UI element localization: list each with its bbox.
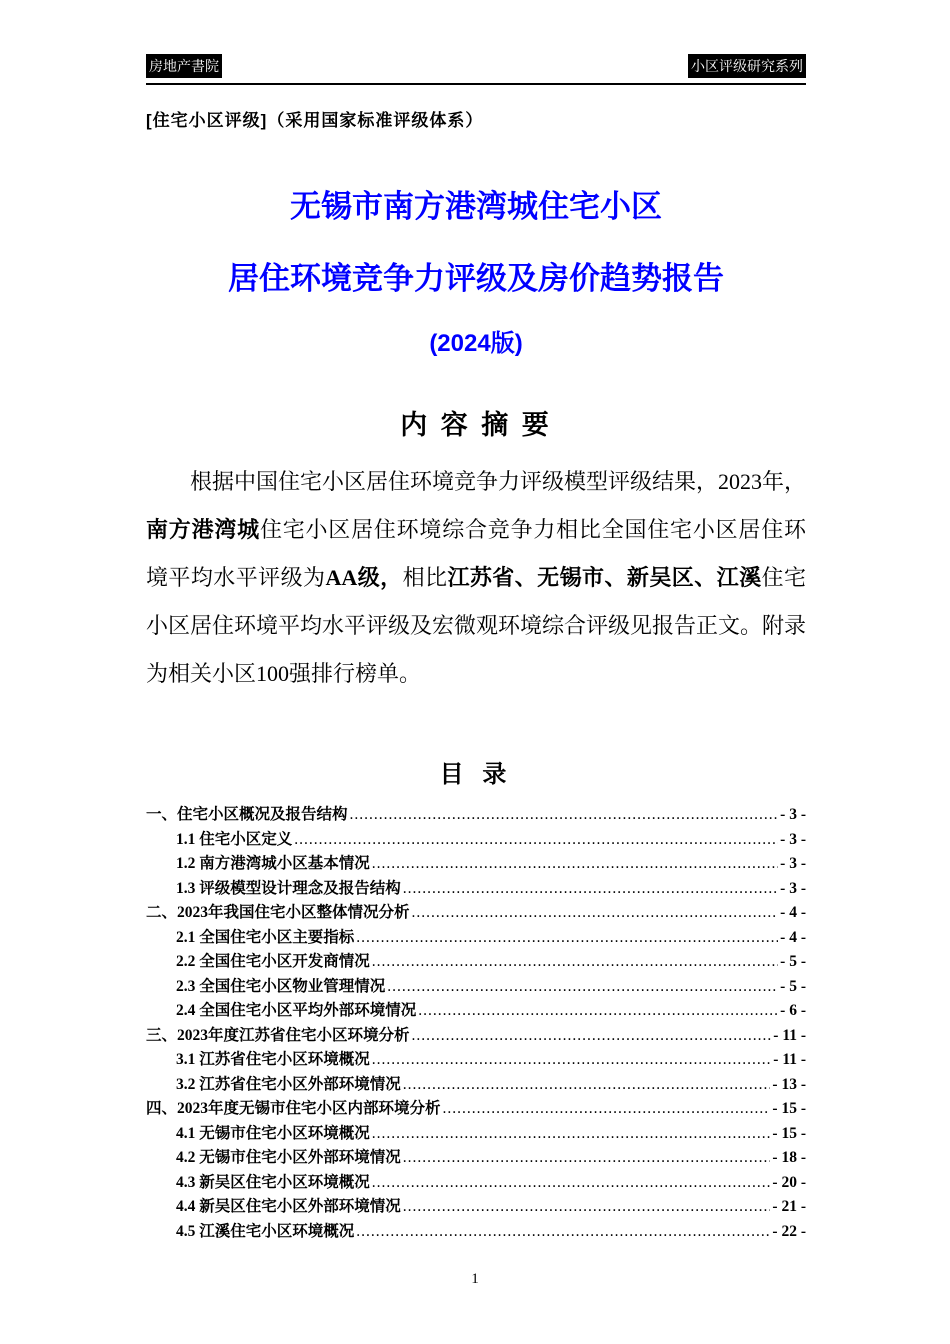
toc-item-label: 2.4 全国住宅小区平均外部环境情况 [176, 1002, 417, 1019]
toc-leader-dots [372, 1122, 771, 1147]
toc-item-label: 4.1 无锡市住宅小区环境概况 [176, 1124, 370, 1142]
toc-item-label: 三、2023年度江苏省住宅小区环境分析 [146, 1026, 410, 1044]
abstract-heading: 内 容 摘 要 [400, 410, 552, 440]
toc-item-page: - 18 - [772, 1149, 806, 1166]
toc-leader-dots [443, 1097, 771, 1122]
toc-item-page: - 15 - [772, 1124, 806, 1142]
toc-leader-dots [356, 1220, 770, 1245]
toc-list [146, 803, 806, 1244]
toc-item-page: - 21 - [772, 1198, 806, 1215]
toc-item-page: - 3 - [780, 806, 806, 823]
toc-item-page: - 3 - [780, 855, 806, 872]
toc-item-label: 四、2023年度无锡市住宅小区内部环境分析 [146, 1100, 441, 1117]
toc-item-page: - 6 - [780, 1002, 806, 1019]
toc-item-label: 1.2 南方港湾城小区基本情况 [176, 855, 370, 872]
toc-item[interactable] [146, 877, 806, 902]
toc-item-label: 4.3 新吴区住宅小区环境概况 [176, 1173, 370, 1191]
header-left-label: 房地产書院 [146, 54, 222, 78]
header-right-label: 小区评级研究系列 [688, 54, 806, 78]
toc-item-label: 2.2 全国住宅小区开发商情况 [176, 953, 370, 970]
toc-leader-dots [350, 803, 779, 828]
toc-item-page: - 4 - [780, 904, 806, 921]
toc-leader-dots [294, 828, 778, 853]
toc-item-label: 4.4 新吴区住宅小区外部环境情况 [176, 1198, 401, 1215]
toc-leader-dots [387, 975, 778, 1000]
report-title-line2: 居住环境竞争力评级及房价趋势报告 [228, 261, 724, 296]
toc-item-label: 4.5 江溪住宅小区环境概况 [176, 1222, 355, 1240]
toc-leader-dots [403, 1073, 771, 1098]
abstract-bold-text: 南方港湾城 [146, 517, 260, 542]
abstract-text: 住宅小区居住环境综合竞争力相比全国住宅小区居住环境平均水平评级为 [146, 517, 806, 590]
toc-item-page: - 3 - [780, 879, 806, 897]
toc-leader-dots [372, 950, 778, 975]
toc-heading: 目 录 [439, 761, 513, 788]
toc-leader-dots [372, 852, 778, 877]
toc-item-label: 3.1 江苏省住宅小区环境概况 [176, 1051, 370, 1068]
abstract-text: 根据中国住宅小区居住环境竞争力评级模型评级结果，2023年， [190, 469, 807, 494]
abstract-bold-text: 江苏省、无锡市、新吴区、江溪 [447, 565, 762, 590]
toc-item-page: - 4 - [780, 928, 806, 946]
toc-item-label: 1.3 评级模型设计理念及报告结构 [176, 879, 401, 897]
toc-item[interactable] [146, 975, 806, 1000]
toc-item[interactable] [146, 901, 806, 926]
toc-item-page: - 11 - [773, 1051, 806, 1068]
toc-item-page: - 13 - [772, 1075, 806, 1093]
toc-item-label: 二、2023年我国住宅小区整体情况分析 [146, 904, 410, 921]
abstract-text: 相比 [402, 565, 448, 590]
abstract-text: 住宅小区居住环境平均水平评级及宏微观环境综合评级见报告正文。附录为相关小区100强排行榜单。 [146, 565, 807, 686]
toc-leader-dots [418, 999, 778, 1024]
toc-leader-dots [372, 1048, 772, 1073]
page-header [146, 54, 806, 85]
toc-item-label: 1.1 住宅小区定义 [176, 830, 293, 848]
report-title-line1: 无锡市南方港湾城住宅小区 [290, 189, 662, 224]
toc-item-label: 2.3 全国住宅小区物业管理情况 [176, 977, 386, 995]
abstract-paragraph [146, 458, 806, 698]
toc-item[interactable] [146, 828, 806, 853]
toc-item-label: 2.1 全国住宅小区主要指标 [176, 928, 355, 946]
toc-item[interactable] [146, 803, 806, 828]
toc-item[interactable] [146, 999, 806, 1024]
toc-item[interactable] [146, 1122, 806, 1147]
toc-item[interactable] [146, 1097, 806, 1122]
toc-item-label: 4.2 无锡市住宅小区外部环境情况 [176, 1149, 401, 1166]
toc-item-label: 一、住宅小区概况及报告结构 [146, 806, 348, 823]
page-number: 1 [471, 1271, 479, 1287]
toc-item-page: - 3 - [780, 830, 806, 848]
abstract-bold-text: AA级， [325, 565, 403, 590]
toc-item[interactable] [146, 950, 806, 975]
toc-leader-dots [356, 926, 778, 951]
toc-item-page: - 20 - [772, 1173, 806, 1191]
toc-item[interactable] [146, 1048, 806, 1073]
toc-item[interactable] [146, 1171, 806, 1196]
toc-item[interactable] [146, 1073, 806, 1098]
toc-item[interactable] [146, 1024, 806, 1049]
toc-leader-dots [412, 901, 779, 926]
toc-leader-dots [403, 1195, 771, 1220]
toc-item-page: - 15 - [772, 1100, 806, 1117]
toc-item[interactable] [146, 1220, 806, 1245]
series-label: [住宅小区评级]（采用国家标准评级体系） [146, 111, 484, 130]
toc-item-page: - 22 - [772, 1222, 806, 1240]
report-title-edition: (2024版) [429, 330, 523, 357]
toc-leader-dots [403, 1146, 771, 1171]
toc-leader-dots [403, 877, 778, 902]
toc-leader-dots [412, 1024, 772, 1049]
toc-item-label: 3.2 江苏省住宅小区外部环境情况 [176, 1075, 401, 1093]
toc-item-page: - 11 - [773, 1026, 806, 1044]
toc-item[interactable] [146, 1146, 806, 1171]
toc-leader-dots [372, 1171, 771, 1196]
toc-item[interactable] [146, 852, 806, 877]
toc-item-page: - 5 - [780, 953, 806, 970]
toc-item-page: - 5 - [780, 977, 806, 995]
toc-item[interactable] [146, 1195, 806, 1220]
toc-item[interactable] [146, 926, 806, 951]
